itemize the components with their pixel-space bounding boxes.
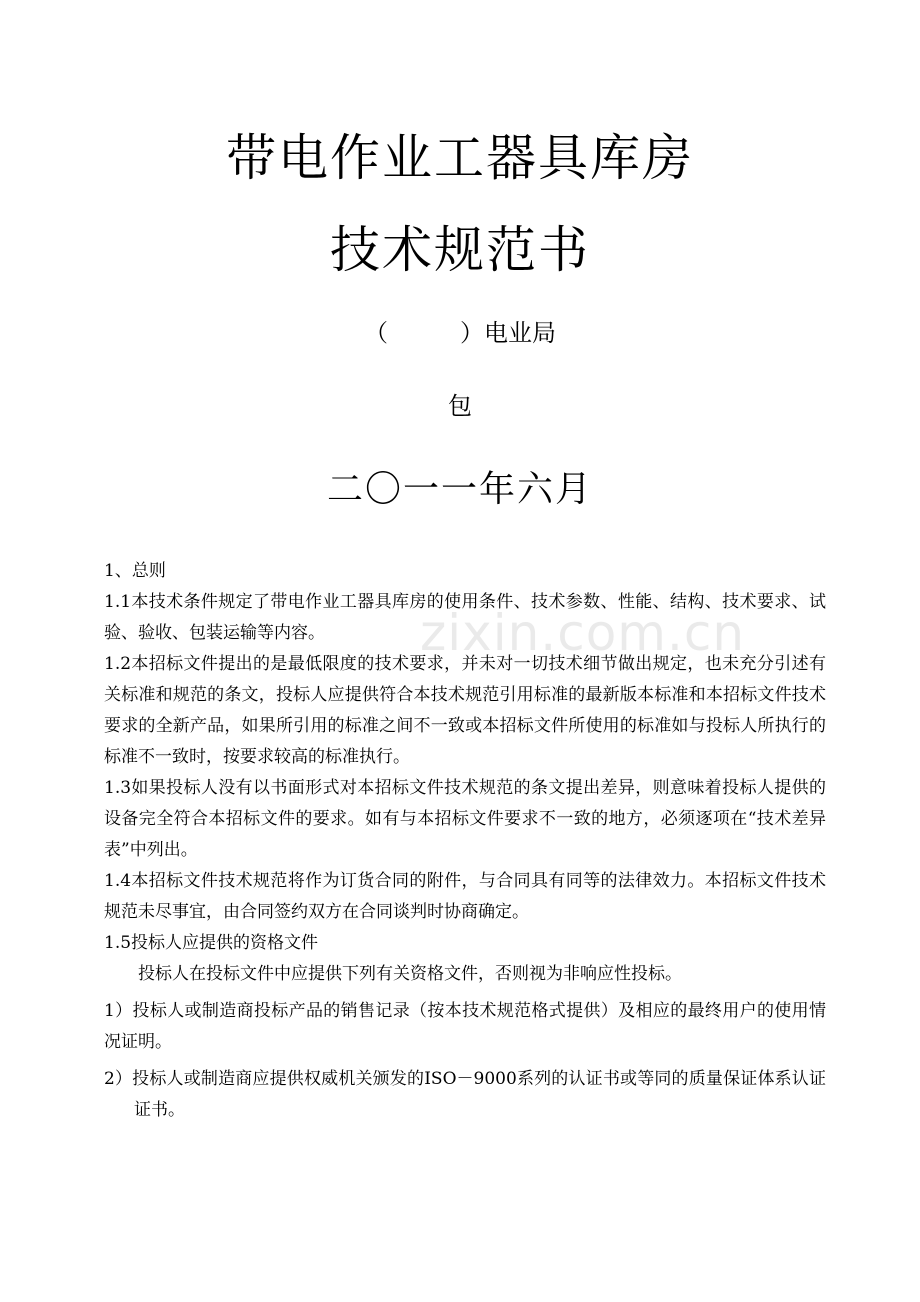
clause-1-5-heading: 1.5投标人应提供的资格文件 (104, 933, 319, 953)
date-line: 二〇一一年六月 (326, 469, 593, 510)
list-item-1: 1）投标人或制造商投标产品的销售记录（按本技术规范格式提供）及相应的最终用户的使用情况证明。 (104, 1001, 826, 1052)
document-title-line1: 带电作业工器具库房 (226, 129, 694, 187)
watermark: zixin.com.cn (420, 604, 746, 662)
clause-1-1: 1.1本技术条件规定了带电作业工器具库房的使用条件、技术参数、性能、结构、技术要求、试验、验收、包装运输等内容。 (104, 592, 826, 643)
section-heading-general: 1、总则 (104, 561, 166, 581)
clause-1-5-intro: 投标人在投标文件中应提供下列有关资格文件，否则视为非响应性投标。 (138, 964, 682, 984)
clause-1-2: 1.2本招标文件提出的是最低限度的技术要求，并未对一切技术细节做出规定，也未充分引述有关标准和规范的条文，投标人应提供符合本技术规范引用标准的最新版本标准和本招标文件技术要求的全新产品，如果所引用的标准之间不一致或本招标文件所使用的标准如与投标人所执行的标准不一致时，按要求较高的标准执行。 (104, 654, 826, 767)
document-title-line2: 技术规范书 (330, 221, 590, 279)
list-item-2: 2）投标人或制造商应提供权威机关颁发的ISO－9000系列的认证书或等同的质量保证体系认证证书。 (104, 1069, 826, 1120)
clause-1-4: 1.4本招标文件技术规范将作为订货合同的附件，与合同具有同等的法律效力。本招标文件技术规范未尽事宜，由合同签约双方在合同谈判时协商确定。 (104, 871, 826, 922)
document-body (104, 556, 826, 1126)
clause-1-3: 1.3如果投标人没有以书面形式对本招标文件技术规范的条文提出差异，则意味着投标人提供的设备完全符合本招标文件的要求。如有与本招标文件要求不一致的地方，必须逐项在“技术差异表”中列出。 (104, 778, 826, 860)
package-line: 包 (448, 392, 472, 420)
bureau-line: （ ）电业局 (364, 319, 556, 347)
